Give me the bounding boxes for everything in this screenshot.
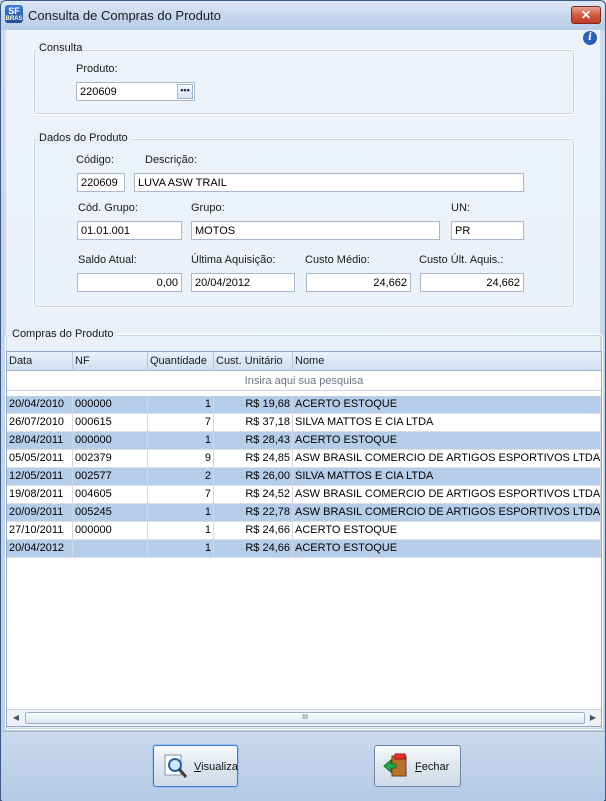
cell-nome: SILVA MATTOS E CIA LTDA: [293, 468, 601, 486]
cell-qtd: 1: [148, 396, 214, 414]
produto-lookup-button[interactable]: •••: [177, 84, 193, 99]
cell-nome: ACERTO ESTOQUE: [293, 432, 601, 450]
cell-data: 20/09/2011: [7, 504, 73, 522]
cell-nf: 004605: [73, 486, 148, 504]
cell-nome: ACERTO ESTOQUE: [293, 522, 601, 540]
cell-data: 20/04/2010: [7, 396, 73, 414]
table-row[interactable]: [7, 450, 601, 468]
dados-produto-group-title: Dados do Produto: [39, 132, 128, 144]
cod-grupo-label: Cód. Grupo:: [78, 202, 138, 214]
close-button[interactable]: ✕: [571, 6, 601, 24]
grid-search-row[interactable]: Insira aqui sua pesquisa: [7, 372, 601, 391]
table-row[interactable]: [7, 414, 601, 432]
scroll-right-arrow-icon[interactable]: ▶: [589, 713, 597, 722]
cell-qtd: 2: [148, 468, 214, 486]
un-field[interactable]: PR: [451, 221, 524, 240]
consulta-group-title: Consulta: [39, 42, 83, 54]
produto-input[interactable]: [76, 82, 195, 101]
custo-ult-aquis-label: Custo Últ. Aquis.:: [419, 254, 504, 266]
column-header-custo-unitario[interactable]: Cust. Unitário: [214, 352, 293, 371]
saldo-atual-label: Saldo Atual:: [78, 254, 137, 266]
fechar-label: Fechar: [415, 761, 450, 773]
descricao-field[interactable]: LUVA ASW TRAIL: [134, 173, 524, 192]
custo-medio-field[interactable]: 24,662: [306, 273, 411, 292]
cell-data: 12/05/2011: [7, 468, 73, 486]
cell-custo: R$ 24,52: [214, 486, 293, 504]
custo-medio-label: Custo Médio:: [305, 254, 370, 266]
column-header-quantidade[interactable]: Quantidade: [148, 352, 214, 371]
magnifier-icon: [162, 753, 188, 779]
fechar-button[interactable]: [374, 745, 461, 787]
grid-header: [7, 352, 601, 371]
table-row[interactable]: [7, 540, 601, 558]
compras-grid[interactable]: [6, 351, 602, 727]
produto-label: Produto:: [76, 63, 118, 75]
ultima-aquisicao-field[interactable]: 20/04/2012: [191, 273, 295, 292]
cell-custo: R$ 19,68: [214, 396, 293, 414]
title-bar[interactable]: [1, 1, 605, 30]
cod-grupo-field[interactable]: 01.01.001: [77, 221, 182, 240]
cell-qtd: 9: [148, 450, 214, 468]
exit-door-icon: [383, 753, 409, 779]
cell-nf: 005245: [73, 504, 148, 522]
cell-qtd: 7: [148, 414, 214, 432]
codigo-field[interactable]: 220609: [77, 173, 125, 192]
descricao-label: Descrição:: [145, 154, 197, 166]
cell-data: 28/04/2011: [7, 432, 73, 450]
grupo-field[interactable]: MOTOS: [191, 221, 440, 240]
cell-qtd: 1: [148, 522, 214, 540]
table-row[interactable]: [7, 522, 601, 540]
cell-nf: 000000: [73, 522, 148, 540]
footer-bar: [2, 731, 604, 801]
cell-nf: 002577: [73, 468, 148, 486]
cell-qtd: 1: [148, 504, 214, 522]
table-row[interactable]: [7, 432, 601, 450]
cell-custo: R$ 28,43: [214, 432, 293, 450]
cell-data: 27/10/2011: [7, 522, 73, 540]
cell-qtd: 1: [148, 432, 214, 450]
cell-nf: 000000: [73, 432, 148, 450]
cell-nome: ACERTO ESTOQUE: [293, 540, 601, 558]
table-row[interactable]: [7, 468, 601, 486]
ultima-aquisicao-label: Última Aquisição:: [191, 254, 276, 266]
cell-nf: [73, 540, 148, 558]
cell-nome: ACERTO ESTOQUE: [293, 396, 601, 414]
cell-data: 05/05/2011: [7, 450, 73, 468]
app-logo-icon[interactable]: SF BRAS: [5, 6, 23, 22]
visualiza-button[interactable]: [153, 745, 238, 787]
cell-nome: SILVA MATTOS E CIA LTDA: [293, 414, 601, 432]
un-label: UN:: [451, 202, 470, 214]
cell-nf: 000615: [73, 414, 148, 432]
cell-custo: R$ 24,66: [214, 522, 293, 540]
cell-nf: 000000: [73, 396, 148, 414]
visualiza-label: Visualiza: [194, 761, 238, 773]
scroll-left-arrow-icon[interactable]: ◀: [12, 713, 20, 722]
cell-qtd: 1: [148, 540, 214, 558]
scroll-thumb[interactable]: III: [25, 712, 585, 724]
cell-custo: R$ 22,78: [214, 504, 293, 522]
grupo-label: Grupo:: [191, 202, 225, 214]
cell-custo: R$ 26,00: [214, 468, 293, 486]
column-header-nome[interactable]: Nome: [295, 355, 325, 367]
table-row[interactable]: [7, 486, 601, 504]
cell-nome: ASW BRASIL COMERCIO DE ARTIGOS ESPORTIVOS LTDA: [293, 486, 601, 504]
cell-data: 20/04/2012: [7, 540, 73, 558]
info-icon[interactable]: i: [583, 31, 597, 45]
horizontal-scrollbar[interactable]: [7, 709, 601, 726]
cell-data: 26/07/2010: [7, 414, 73, 432]
codigo-label: Código:: [76, 154, 114, 166]
custo-ult-aquis-field[interactable]: 24,662: [420, 273, 524, 292]
cell-nf: 002379: [73, 450, 148, 468]
compras-group-title: Compras do Produto: [12, 328, 114, 340]
cell-custo: R$ 24,66: [214, 540, 293, 558]
cell-data: 19/08/2011: [7, 486, 73, 504]
cell-custo: R$ 24,85: [214, 450, 293, 468]
window-title: Consulta de Compras do Produto: [28, 8, 221, 23]
produto-value: 220609: [80, 86, 117, 98]
cell-qtd: 7: [148, 486, 214, 504]
cell-nome: ASW BRASIL COMERCIO DE ARTIGOS ESPORTIVOS LTDA: [293, 504, 601, 522]
cell-nome: ASW BRASIL COMERCIO DE ARTIGOS ESPORTIVOS LTDA: [293, 450, 601, 468]
column-header-data[interactable]: Data: [7, 352, 73, 371]
table-row[interactable]: [7, 504, 601, 522]
saldo-atual-field[interactable]: 0,00: [77, 273, 182, 292]
cell-custo: R$ 37,18: [214, 414, 293, 432]
table-row[interactable]: [7, 396, 601, 414]
column-header-nf[interactable]: NF: [73, 352, 148, 371]
